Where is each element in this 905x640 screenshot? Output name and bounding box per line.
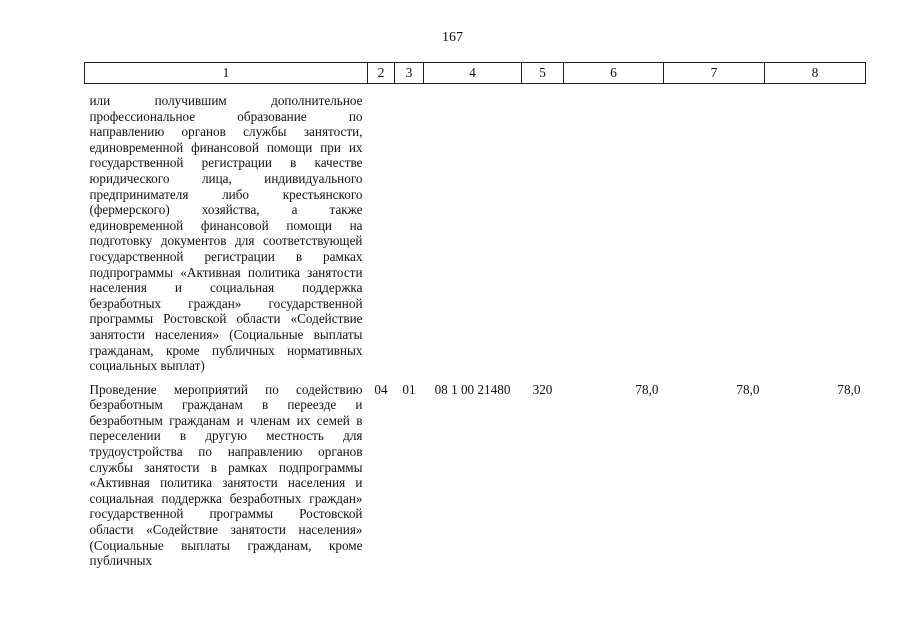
row-expense-type <box>522 84 564 374</box>
row-expense-type: 320 <box>532 381 553 397</box>
table-header <box>85 63 866 84</box>
row-target-article: 08 1 00 21480 <box>434 381 511 397</box>
row-section <box>368 84 395 374</box>
table-body <box>85 84 866 569</box>
row-subsection: 01 <box>402 381 416 397</box>
row-amount-2 <box>664 84 765 374</box>
row-amount-2: 78,0 <box>736 381 760 397</box>
column-number-7: 7 <box>664 63 765 84</box>
column-number-5: 5 <box>522 63 564 84</box>
row-amount-1: 78,0 <box>635 381 659 397</box>
column-number-2: 2 <box>368 63 395 84</box>
row-section: 04 <box>374 381 388 397</box>
row-target-article <box>424 84 522 374</box>
row-description: или получившим дополнительное профессиональное образование по направлению органов службы занятости, единовременной финансовой помощи при их государственной регистрации в качестве юридического лица, индивидуального предпринимателя либо крестьянского (фермерского) хозяйства, а также единовременной финансовой помощи на подготовку документов для соответствующей государственной регистрации в рамках подпрограммы «Активная политика занятости населения и социальная поддержка безработных граждан» государственной программы Ростовской области «Содействие занятости населения» (Социальные выплаты гражданам, кроме публичных нормативных социальных выплат) <box>89 93 363 374</box>
column-number-8: 8 <box>765 63 866 84</box>
table-row <box>85 84 866 374</box>
row-amount-3 <box>765 84 866 374</box>
column-number-6: 6 <box>564 63 664 84</box>
row-amount-1 <box>564 84 664 374</box>
row-amount-3: 78,0 <box>837 381 861 397</box>
row-description: Проведение мероприятий по содействию безработным гражданам в переезде и безработным гражданам и членам их семей в переселении в другую местность для трудоустройства по направлению органов службы занятости в рамках подпрограммы «Активная политика занятости населения и социальная поддержка безработных граждан» государственной программы Ростовской области «Содействие занятости населения» (Социальные выплаты гражданам, кроме публичных <box>89 381 363 569</box>
table-row <box>85 374 866 569</box>
column-number-4: 4 <box>424 63 522 84</box>
header-row <box>85 63 866 84</box>
column-number-1: 1 <box>85 63 368 84</box>
page-number: 167 <box>442 30 463 45</box>
column-number-3: 3 <box>395 63 424 84</box>
row-subsection <box>395 84 424 374</box>
budget-table <box>84 62 866 569</box>
